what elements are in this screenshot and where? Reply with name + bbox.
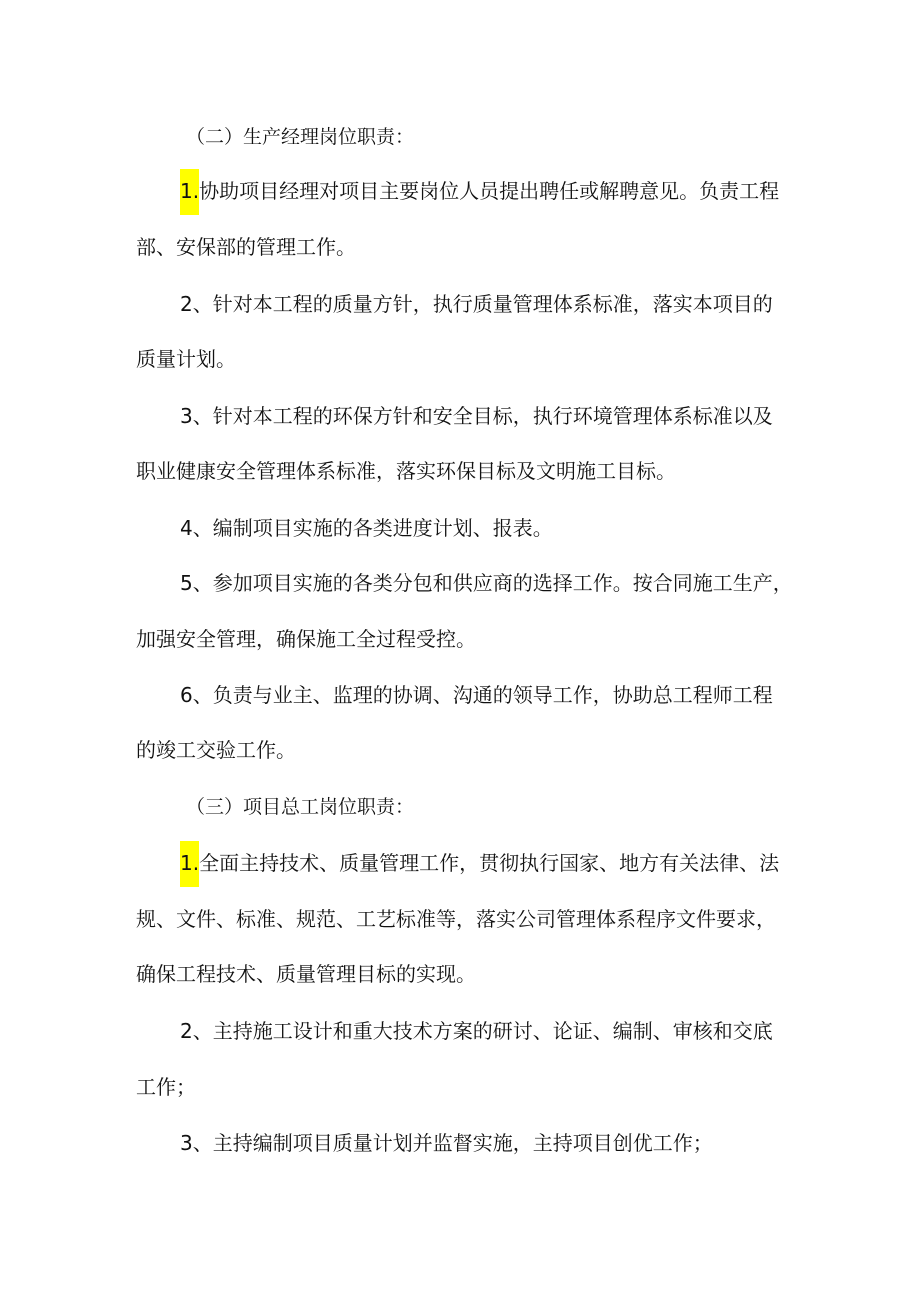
paragraph-line bbox=[180, 177, 840, 205]
paragraph-line: 确保工程技术、质量管理目标的实现。 bbox=[136, 962, 476, 986]
paragraph-line: 部、安保部的管理工作。 bbox=[136, 235, 356, 259]
paragraph-line: 6、负责与业主、监理的协调、沟通的领导工作，协助总工程师工程 bbox=[180, 683, 773, 707]
paragraph-text: 全面主持技术、质量管理工作，贯彻执行国家、地方有关法律、法 bbox=[199, 851, 780, 875]
paragraph-line: 5、参加项目实施的各类分包和供应商的选择工作。按合同施工生产， bbox=[180, 571, 793, 595]
paragraph-line: 3、针对本工程的环保方针和安全目标，执行环境管理体系标准以及 bbox=[180, 404, 773, 428]
paragraph-line: 4、编制项目实施的各类进度计划、报表。 bbox=[180, 516, 553, 540]
highlighted-number: 1. bbox=[180, 841, 199, 887]
paragraph-line: 3、主持编制项目质量计划并监督实施，主持项目创优工作； bbox=[180, 1131, 713, 1155]
paragraph-text: 协助项目经理对项目主要岗位人员提出聘任或解聘意见。负责工程 bbox=[199, 179, 780, 203]
paragraph-line: 2、主持施工设计和重大技术方案的研讨、论证、编制、审核和交底 bbox=[180, 1019, 773, 1043]
paragraph-line: 规、文件、标准、规范、工艺标准等，落实公司管理体系程序文件要求， bbox=[136, 907, 776, 931]
paragraph-line: 职业健康安全管理体系标准，落实环保目标及文明施工目标。 bbox=[136, 459, 676, 483]
paragraph-line: 2、针对本工程的质量方针，执行质量管理体系标准，落实本项目的 bbox=[180, 292, 773, 316]
paragraph-line bbox=[180, 849, 840, 877]
paragraph-line: 的竣工交验工作。 bbox=[136, 738, 296, 762]
paragraph-line: 工作； bbox=[136, 1075, 196, 1099]
highlighted-number: 1. bbox=[180, 169, 199, 215]
paragraph-line: 加强安全管理，确保施工全过程受控。 bbox=[136, 627, 476, 651]
section-heading-chief-engineer: （三）项目总工岗位职责： bbox=[186, 796, 415, 818]
paragraph-line: 质量计划。 bbox=[136, 347, 236, 371]
section-heading-production-manager: （二）生产经理岗位职责： bbox=[186, 126, 415, 148]
